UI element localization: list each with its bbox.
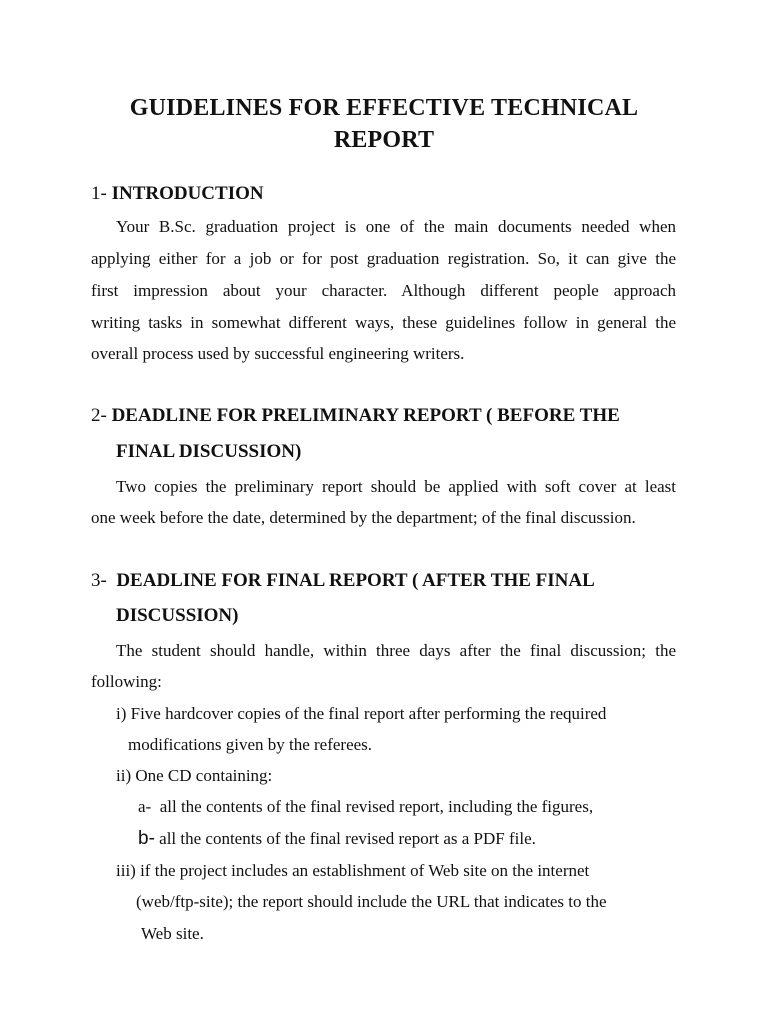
section-2-number: 2-	[91, 405, 107, 426]
section-2-title-line-2: FINAL DISCUSSION)	[116, 441, 302, 462]
list-item-ii: ii) One CD containing:	[116, 766, 273, 785]
intro-paragraph-line: writing tasks in somewhat different ways, these guidelines follow in general the	[91, 313, 676, 332]
section-1-heading	[91, 182, 264, 206]
section-1-number: 1-	[91, 183, 107, 204]
subitem-b-text: all the contents of the final revised report as a PDF file.	[154, 829, 536, 848]
preliminary-paragraph-line: one week before the date, determined by the department; of the final discussion.	[91, 508, 636, 527]
final-paragraph-line: following:	[91, 672, 162, 691]
intro-paragraph-line: overall process used by successful engineering writers.	[91, 344, 465, 363]
document-title-line-2: REPORT	[333, 127, 435, 153]
list-item-iii-line-1: iii) if the project includes an establishment of Web site on the internet	[116, 861, 590, 880]
intro-paragraph-line: Your B.Sc. graduation project is one of the main documents needed when	[116, 217, 676, 236]
list-item-i-line-1: i) Five hardcover copies of the final report after performing the required	[116, 704, 607, 723]
section-3-heading	[91, 569, 595, 593]
list-item-iii-line-3: Web site.	[141, 924, 204, 943]
list-item-iii-line-2: (web/ftp-site); the report should include the URL that indicates to the	[136, 892, 607, 911]
section-2-heading	[91, 404, 620, 428]
list-item-i-line-2: modifications given by the referees.	[128, 735, 373, 754]
section-3-number: 3-	[91, 570, 107, 591]
subitem-a-letter: a-	[138, 797, 152, 816]
section-1-title: INTRODUCTION	[106, 183, 264, 204]
document-title-line-1: GUIDELINES FOR EFFECTIVE TECHNICAL	[129, 95, 639, 121]
final-paragraph-line: The student should handle, within three days after the final discussion; the	[116, 641, 676, 660]
section-2-title-line-1: DEADLINE FOR PRELIMINARY REPORT ( BEFORE THE	[106, 405, 620, 426]
list-subitem-b	[138, 828, 536, 850]
list-subitem-a	[138, 796, 593, 818]
preliminary-paragraph-line: Two copies the preliminary report should be applied with soft cover at least	[116, 477, 676, 496]
subitem-b-letter: b-	[138, 828, 155, 849]
subitem-a-text: all the contents of the final revised report, including the figures,	[151, 797, 594, 816]
intro-paragraph-line: applying either for a job or for post graduation registration. So, it can give the	[91, 249, 676, 268]
section-3-title-line-2: DISCUSSION)	[116, 605, 239, 626]
intro-paragraph-line: first impression about your character. Although different people approach	[91, 281, 676, 300]
section-3-title-line-1: DEADLINE FOR FINAL REPORT ( AFTER THE FINAL	[106, 570, 595, 591]
